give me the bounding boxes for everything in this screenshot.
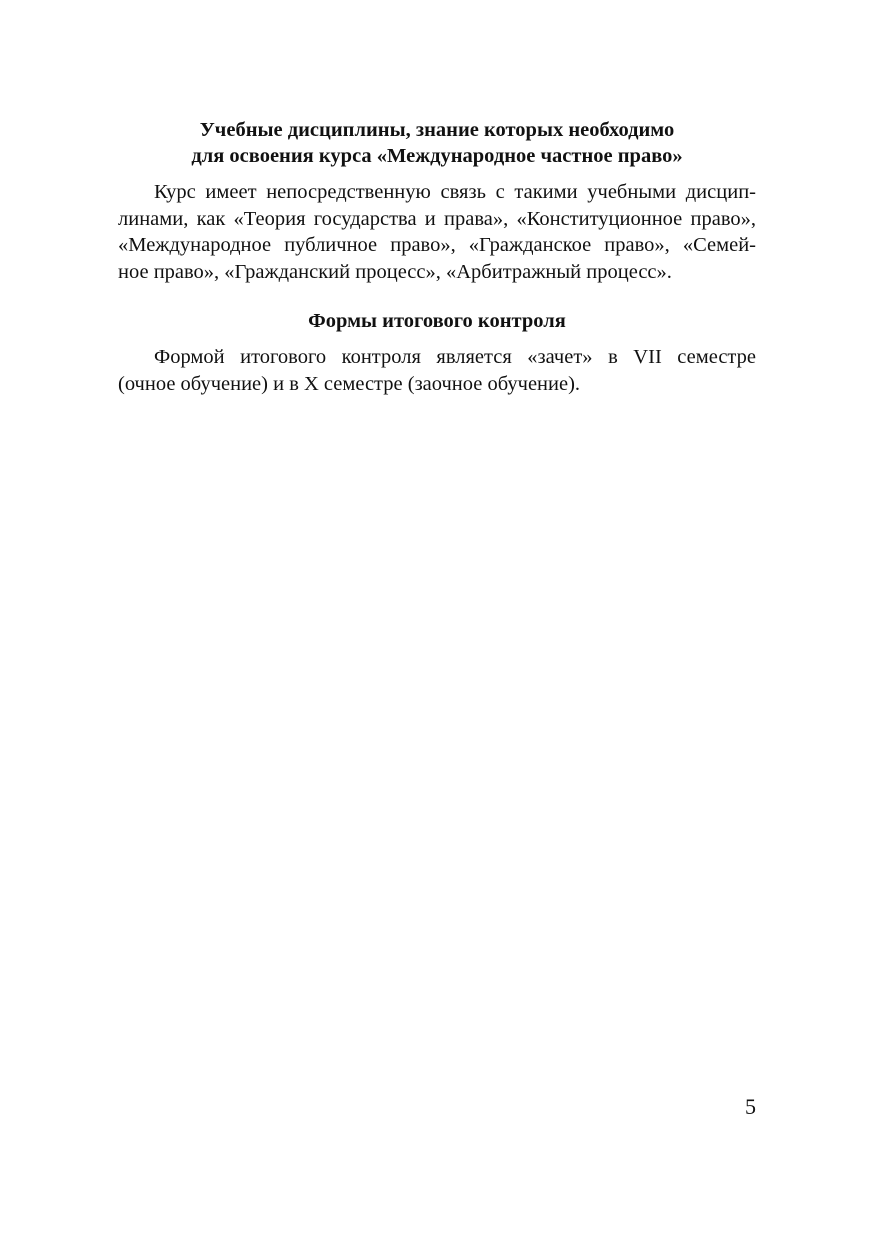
paragraph-line: Формой итогового контроля является «зачет» в VII семестре — [154, 346, 756, 368]
page-content — [118, 117, 756, 397]
paragraph-line: «Международное публичное право», «Гражданское право», «Семей- — [118, 234, 756, 256]
heading-line: для освоения курса «Международное частное право» — [191, 145, 683, 167]
paragraph-line: ное право», «Гражданский процесс», «Арбитражный процесс». — [118, 260, 672, 283]
disciplines-paragraph — [118, 179, 756, 285]
page-number: 5 — [745, 1094, 756, 1119]
section-heading-disciplines — [118, 117, 756, 169]
paragraph-line: (очное обучение) и в X семестре (заочное обучение). — [118, 372, 581, 395]
final-control-paragraph — [118, 344, 756, 397]
section-heading-final-control: Формы итогового контроля — [308, 310, 566, 332]
paragraph-line: линами, как «Теория государства и права», «Конституционное право», — [118, 207, 756, 230]
paragraph-line: Курс имеет непосредственную связь с такими учебными дисцип- — [154, 181, 756, 203]
heading-line: Учебные дисциплины, знание которых необходимо — [199, 119, 675, 141]
